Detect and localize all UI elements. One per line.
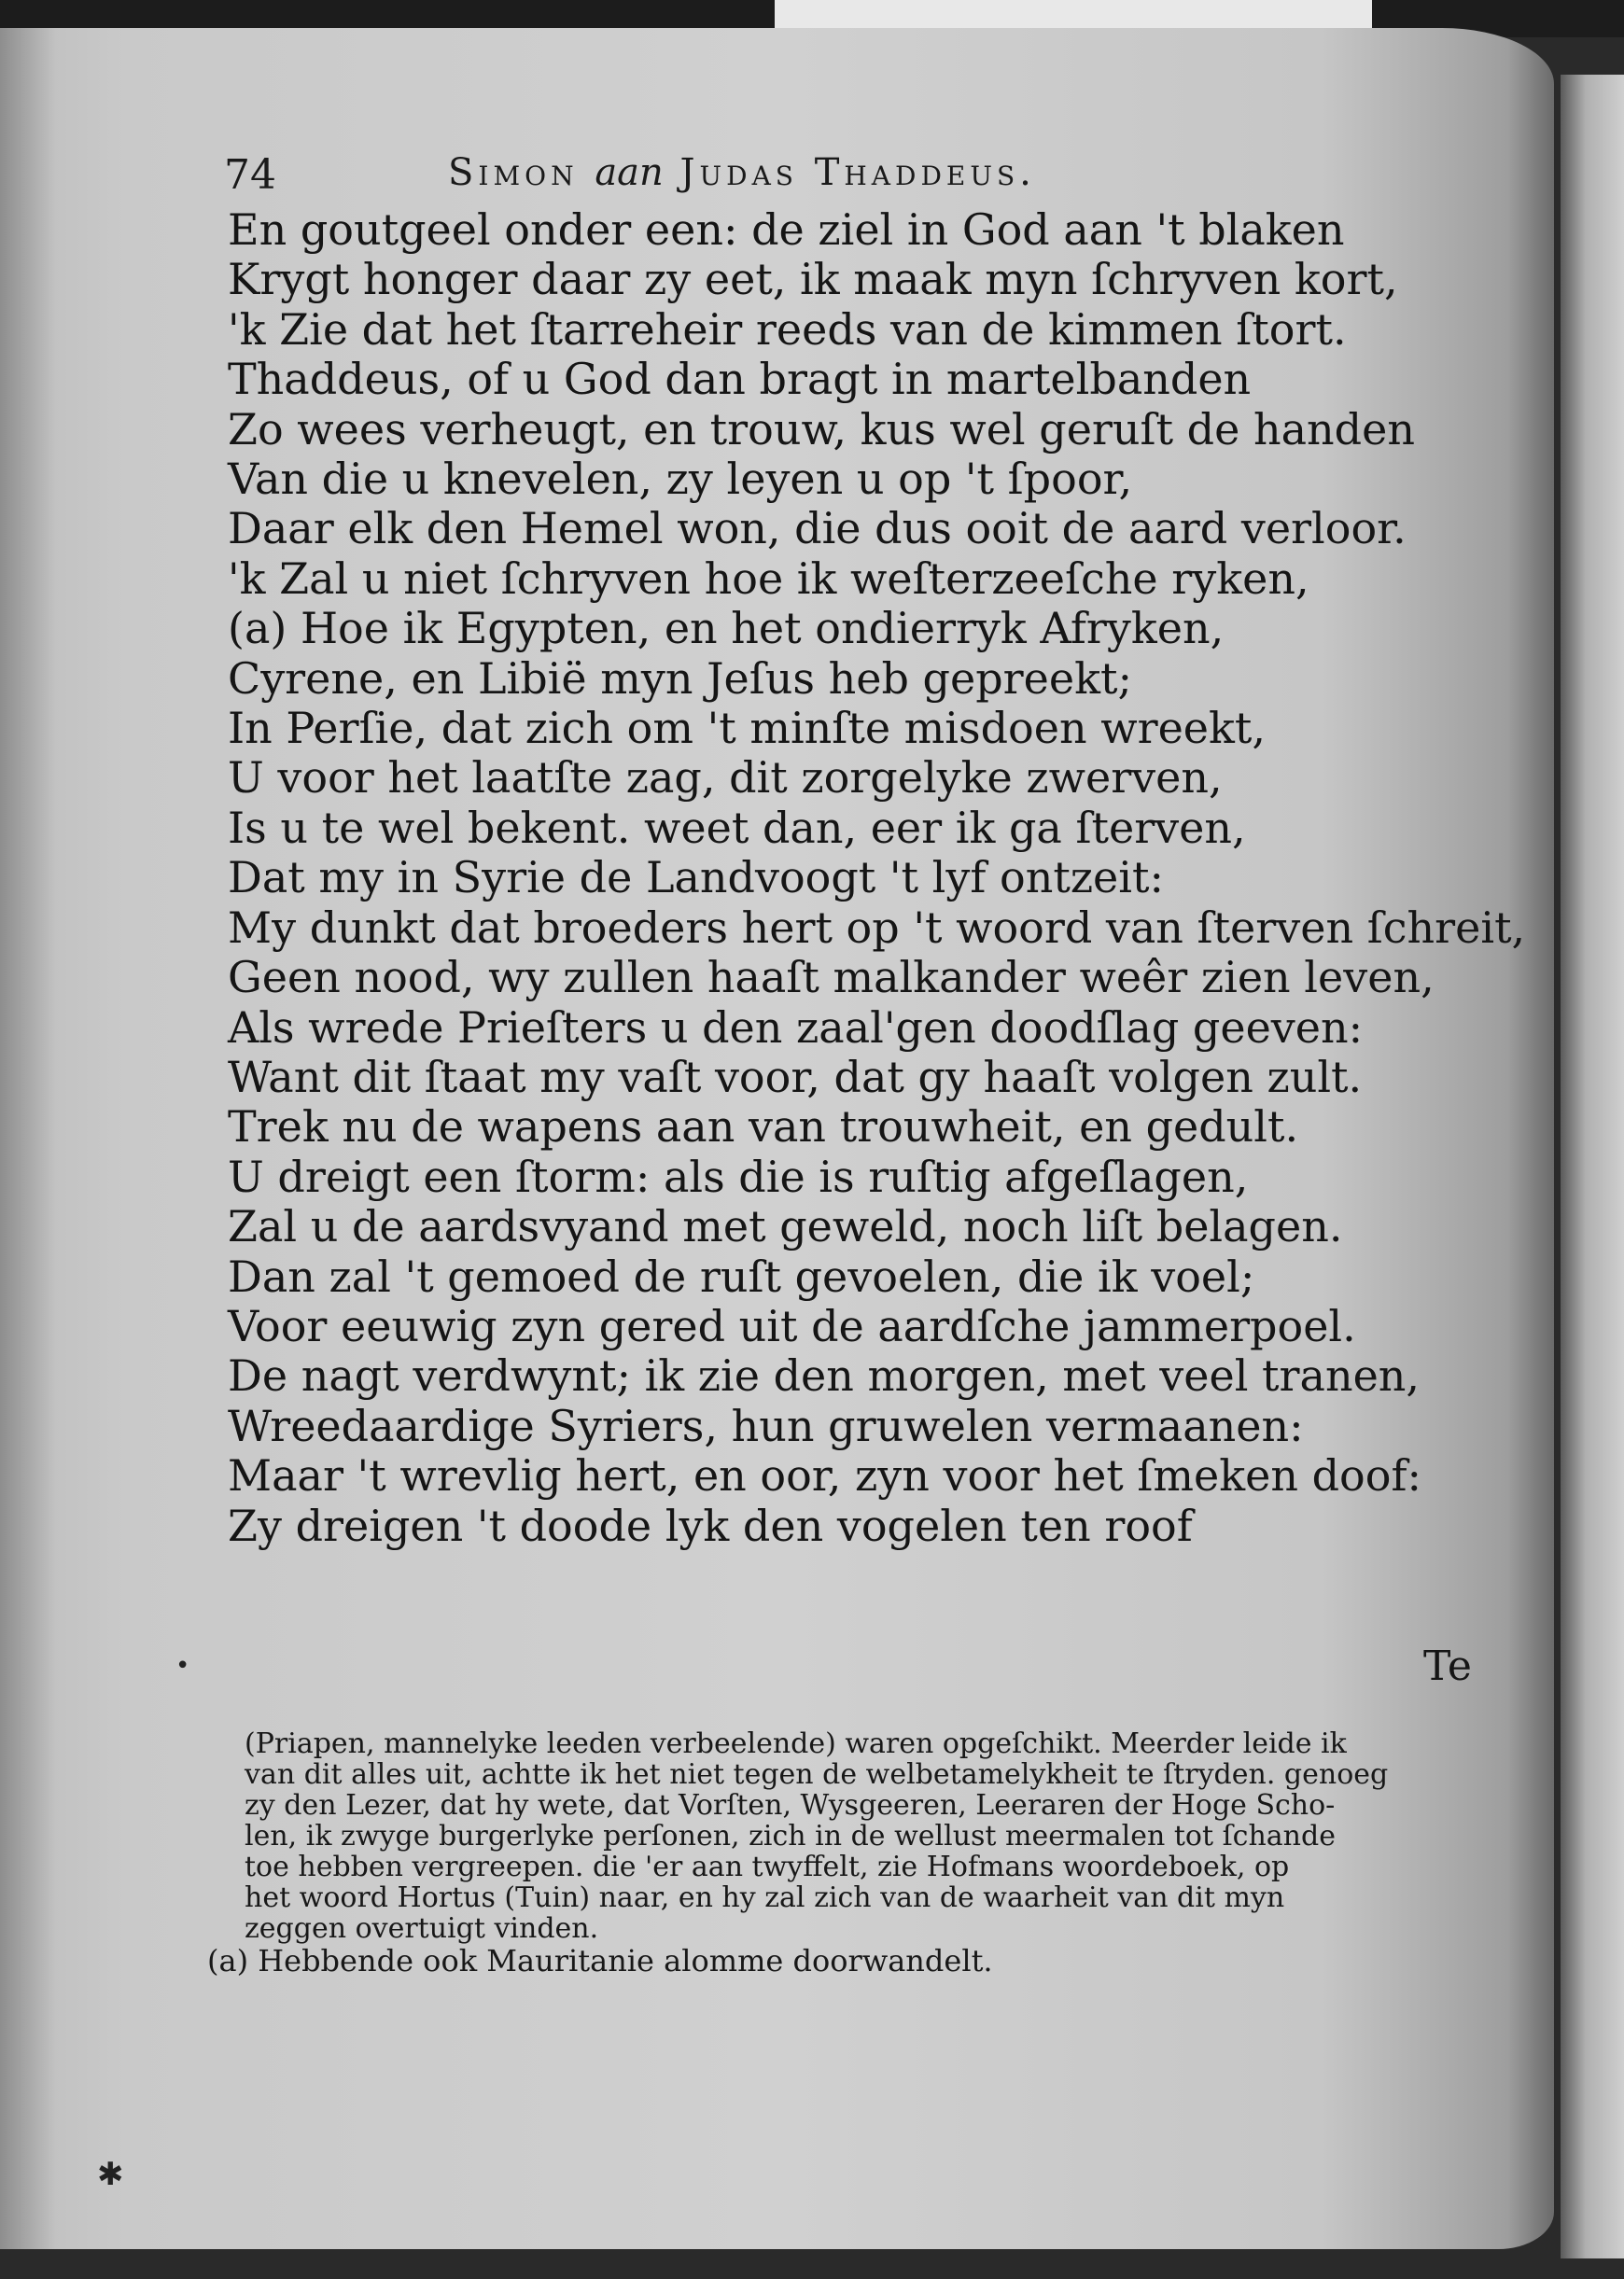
- verse-line: Zal u de aardsvyand met geweld, noch liſt belagen.: [228, 1201, 1343, 1252]
- running-title: [448, 151, 1036, 194]
- verse-line: (a) Hoe ik Egypten, en het ondierryk Afryken,: [228, 603, 1225, 654]
- paper-edge-top: [775, 0, 1372, 30]
- verse-line: Krygt honger daar zy eet, ik maak myn ſchryven kort,: [228, 254, 1398, 305]
- verse-line: U dreigt een ſtorm: als die is ruſtig afgeſlagen,: [228, 1151, 1249, 1202]
- footnote-line: van dit alles uit, achtte ik het niet tegen de welbetamelykheit te ſtryden. genoeg: [245, 1758, 1389, 1791]
- verse-line: De nagt verdwynt; ik zie den morgen, met veel tranen,: [228, 1350, 1421, 1402]
- verse-line: Zy dreigen 't doode lyk den vogelen ten roof: [228, 1500, 1193, 1551]
- ink-speck-icon: •: [175, 1652, 190, 1680]
- verse-line: In Perſie, dat zich om 't minſte misdoen wreekt,: [228, 703, 1266, 754]
- verse-line: Want dit ſtaat my vaſt voor, dat gy haaſt volgen zult.: [228, 1051, 1363, 1102]
- footnote-line: zy den Lezer, dat hy wete, dat Vorſten, Wysgeeren, Leeraren der Hoge Scho-: [245, 1789, 1336, 1822]
- verse-line: Dat my in Syrie de Landvoogt 't lyf ontzeit:: [228, 852, 1164, 903]
- verse-line: Zo wees verheugt, en trouw, kus wel geruſt de handen: [228, 403, 1415, 454]
- footnote-line: (Priapen, mannelyke leeden verbeelende) waren opgeſchikt. Meerder leide ik: [245, 1727, 1347, 1760]
- verse-line: Van die u knevelen, zy leyen u op 't ſpoor,: [228, 454, 1133, 505]
- footnote-line: zeggen overtuigt vinden.: [245, 1912, 599, 1945]
- footnote-line: toe hebben vergreepen. die 'er aan twyffelt, zie Hofmans woordeboek, op: [245, 1851, 1290, 1883]
- verse-line: Cyrene, en Libië myn Jeſus heb gepreekt;: [228, 652, 1132, 704]
- title-simon: Simon: [448, 151, 579, 194]
- verse-line: Daar elk den Hemel won, die dus ooit de aard verloor.: [228, 503, 1407, 554]
- verse-line: En goutgeel onder een: de ziel in God aan 't blaken: [228, 204, 1345, 255]
- verse-line: U voor het laatſte zag, dit zorgelyke zwerven,: [228, 752, 1223, 804]
- verse-line: Maar 't wrevlig hert, en oor, zyn voor het ſmeken doof:: [228, 1450, 1421, 1502]
- title-aan: aan: [595, 151, 664, 194]
- catchword: Te: [1423, 1643, 1472, 1690]
- verse-line: Is u te wel bekent. weet dan, eer ik ga ſterven,: [228, 802, 1246, 853]
- page-number: 74: [224, 151, 276, 199]
- verse-line: 'k Zal u niet ſchryven hoe ik weſterzeeſche ryken,: [228, 552, 1309, 604]
- verse-line: Geen nood, wy zullen haaſt malkander weêr zien leven,: [228, 952, 1435, 1003]
- verse-line: 'k Zie dat het ſtarreheir reeds van de kimmen ſtort.: [228, 303, 1347, 355]
- ink-blot-icon: ✱: [97, 2156, 124, 2193]
- verse-body: [228, 204, 1526, 1551]
- verse-line: Wreedaardige Syriers, hun gruwelen vermaanen:: [228, 1400, 1304, 1451]
- title-judas-thaddeus: Judas Thaddeus.: [679, 151, 1036, 194]
- verse-line: Dan zal 't gemoed de ruſt gevoelen, die ik voel;: [228, 1251, 1255, 1302]
- footnote-line: het woord Hortus (Tuin) naar, en hy zal zich van de waarheit van dit myn: [245, 1881, 1285, 1914]
- footnote-a: (a) Hebbende ook Mauritanie alomme doorwandelt.: [207, 1943, 993, 1978]
- verse-line: Als wrede Prieſters u den zaal'gen doodſlag geeven:: [228, 1001, 1364, 1053]
- running-header: [224, 151, 1484, 207]
- verse-line: Thaddeus, of u God dan bragt in martelbanden: [228, 354, 1252, 405]
- next-page-edge: [1561, 75, 1624, 2258]
- verse-line: Trek nu de wapens aan van trouwheit, en gedult.: [228, 1101, 1299, 1153]
- footnotes: [207, 1727, 1486, 1978]
- verse-line: Voor eeuwig zyn gered uit de aardſche jammerpoel.: [228, 1300, 1356, 1351]
- verse-line: My dunkt dat broeders hert op 't woord van ſterven ſchreit,: [228, 902, 1526, 953]
- footnote-line: len, ik zwyge burgerlyke perſonen, zich in de wellust meermalen tot ſchande: [245, 1820, 1336, 1853]
- gutter-shadow: [0, 28, 56, 2249]
